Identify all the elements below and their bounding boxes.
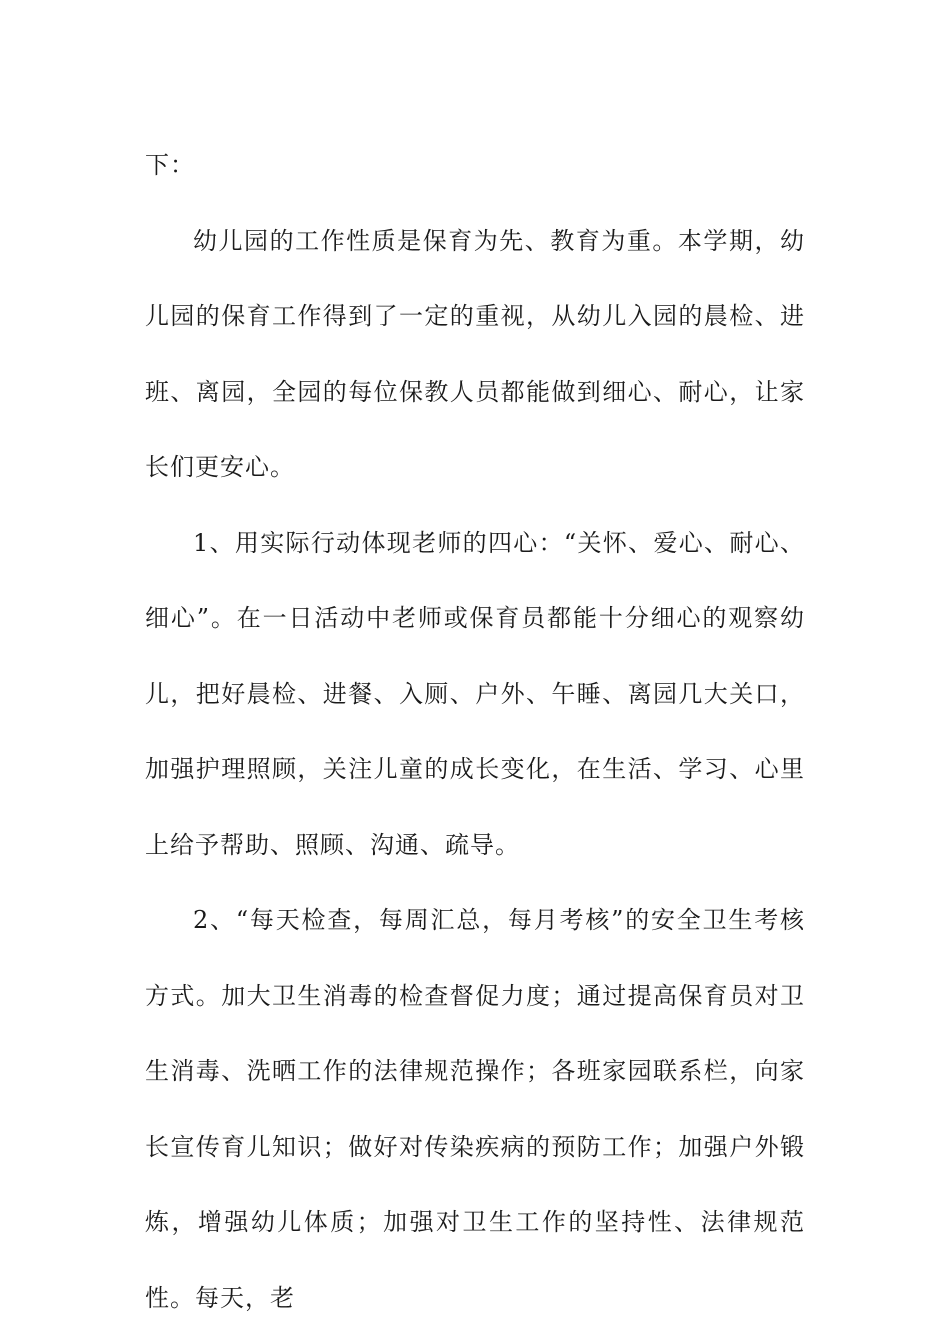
document-body (145, 128, 805, 1336)
paragraph-item-1: 1、用实际行动体现老师的四心：“关怀、爱心、耐心、细心”。在一日活动中老师或保育员都能十分细心的观察幼儿，把好晨检、进餐、入厕、户外、午睡、离园几大关口，加强护理照顾，关注儿童的成长变化，在生活、学习、心里上给予帮助、照顾、沟通、疏导。 (145, 528, 805, 859)
paragraph-continuation: 下： (145, 151, 195, 179)
paragraph-item-2: 2、“每天检查，每周汇总，每月考核”的安全卫生考核方式。加大卫生消毒的检查督促力度；通过提高保育员对卫生消毒、洗晒工作的法律规范操作；各班家园联系栏，向家长宣传育儿知识；做好对传染疾病的预防工作；加强户外锻炼，增强幼儿体质；加强对卫生工作的坚持性、法律规范性。每天，老 (145, 906, 805, 1312)
paragraph-nature-of-work: 幼儿园的工作性质是保育为先、教育为重。本学期，幼儿园的保育工作得到了一定的重视，从幼儿入园的晨检、进班、离园，全园的每位保教人员都能做到细心、耐心，让家长们更安心。 (145, 226, 805, 481)
